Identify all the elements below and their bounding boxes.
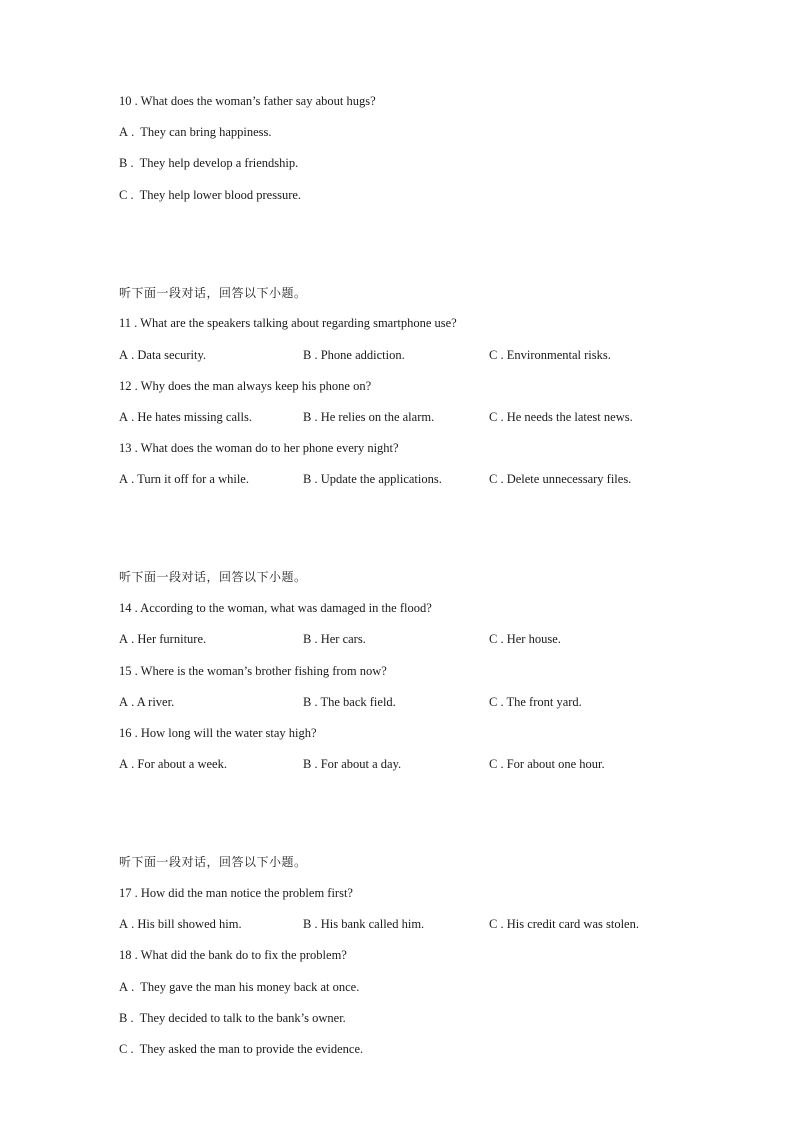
section-heading-3: 听下面一段对话，回答以下小题。 <box>119 570 307 584</box>
question-14-stem: 14 . According to the woman, what was damaged in the flood? <box>119 601 432 615</box>
question-15-option-c: C . The front yard. <box>489 695 582 709</box>
question-16-option-c: C . For about one hour. <box>489 757 605 771</box>
question-17-option-b: B . His bank called him. <box>303 917 425 931</box>
question-15-stem: 15 . Where is the woman’s brother fishing from now? <box>119 664 387 678</box>
question-15-option-b: B . The back field. <box>303 695 396 709</box>
question-12-stem: 12 . Why does the man always keep his phone on? <box>119 379 372 393</box>
section-heading-2: 听下面一段对话，回答以下小题。 <box>119 286 307 300</box>
question-11-option-a: A . Data security. <box>119 348 207 362</box>
question-10-option-b: B . They help develop a friendship. <box>119 156 299 170</box>
question-12-option-b: B . He relies on the alarm. <box>303 410 435 424</box>
question-11-option-b: B . Phone addiction. <box>303 348 405 362</box>
section-heading-4: 听下面一段对话，回答以下小题。 <box>119 855 307 869</box>
question-14-option-a: A . Her furniture. <box>119 632 207 646</box>
question-18-option-b: B . They decided to talk to the bank’s owner. <box>119 1011 346 1025</box>
question-10-stem: 10 . What does the woman’s father say about hugs? <box>119 94 376 108</box>
question-13-stem: 13 . What does the woman do to her phone every night? <box>119 441 399 455</box>
question-18-stem: 18 . What did the bank do to fix the problem? <box>119 948 347 962</box>
question-11-option-c: C . Environmental risks. <box>489 348 611 362</box>
question-16-option-b: B . For about a day. <box>303 757 402 771</box>
question-13-option-c: C . Delete unnecessary files. <box>489 472 632 486</box>
question-14-option-c: C . Her house. <box>489 632 561 646</box>
question-17-option-a: A . His bill showed him. <box>119 917 242 931</box>
question-17-stem: 17 . How did the man notice the problem first? <box>119 886 353 900</box>
question-18-option-a: A . They gave the man his money back at once. <box>119 980 360 994</box>
question-15-option-a: A . A river. <box>119 695 175 709</box>
question-13-option-a: A . Turn it off for a while. <box>119 472 249 486</box>
question-11-stem: 11 . What are the speakers talking about regarding smartphone use? <box>119 316 457 330</box>
question-10-option-c: C . They help lower blood pressure. <box>119 188 302 202</box>
question-18-option-c: C . They asked the man to provide the evidence. <box>119 1042 364 1056</box>
question-14-option-b: B . Her cars. <box>303 632 366 646</box>
question-13-option-b: B . Update the applications. <box>303 472 442 486</box>
question-10-option-a: A . They can bring happiness. <box>119 125 272 139</box>
question-17-option-c: C . His credit card was stolen. <box>489 917 639 931</box>
question-12-option-a: A . He hates missing calls. <box>119 410 252 424</box>
question-16-option-a: A . For about a week. <box>119 757 227 771</box>
question-12-option-c: C . He needs the latest news. <box>489 410 633 424</box>
question-16-stem: 16 . How long will the water stay high? <box>119 726 317 740</box>
